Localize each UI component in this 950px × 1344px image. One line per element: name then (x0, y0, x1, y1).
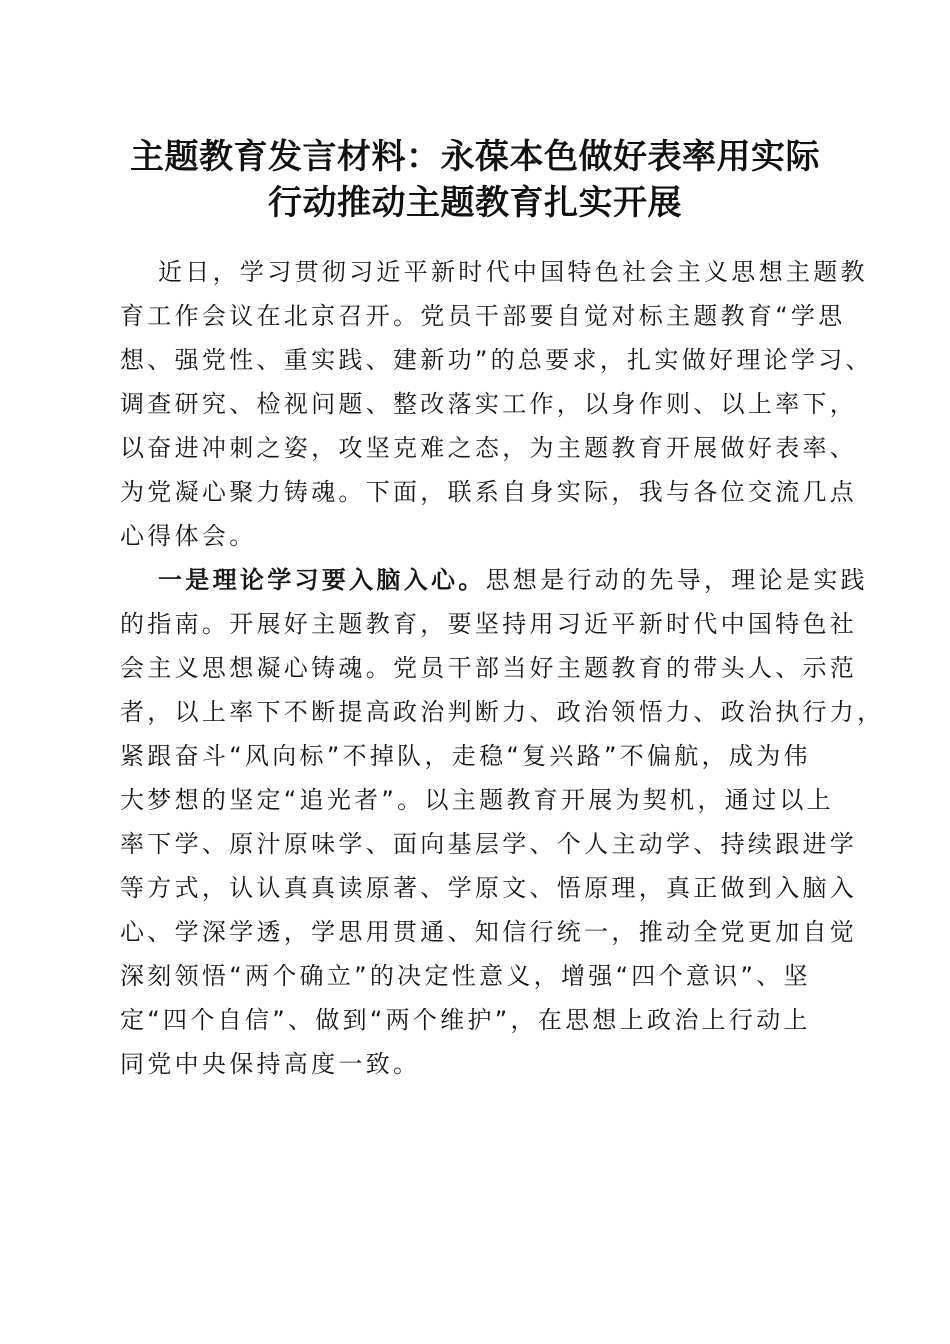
document-title (90, 134, 860, 226)
paragraph-lead-heading: 一是理论学习要入脑入心。 (158, 566, 486, 594)
text-line: 紧跟奋斗“风向标”不掉队，走稳“复兴路”不偏航，成为伟 (120, 742, 811, 770)
text-line: 大梦想的坚定“追光者”。以主题教育开展为契机，通过以上 (120, 786, 834, 814)
text-line: 的指南。开展好主题教育，要坚持用习近平新时代中国特色社 (120, 610, 858, 638)
text-line: 调查研究、检视问题、整改落实工作，以身作则、以上率下， (120, 390, 858, 418)
title-line-2: 行动推动主题教育扎实开展 (268, 183, 682, 223)
text-line: 深刻领悟“两个确立”的决定性意义，增强“四个意识”、坚 (120, 962, 811, 990)
text-line: 想、强党性、重实践、建新功”的总要求，扎实做好理论学习、 (120, 346, 873, 374)
document-body (120, 250, 885, 1086)
text-line: 同党中央保持高度一致。 (120, 1050, 421, 1078)
paragraph-theory-study (120, 558, 885, 1086)
text-line: 以奋进冲刺之姿，攻坚克难之态，为主题教育开展做好表率、 (120, 434, 858, 462)
text-line: 育工作会议在北京召开。党员干部要自觉对标主题教育“学思 (120, 302, 846, 330)
text-line: 者，以上率下不断提高政治判断力、政治领悟力、政治执行力， (120, 698, 885, 726)
paragraph-intro (120, 250, 873, 558)
text-line: 等方式，认认真真读原著、学原文、悟原理，真正做到入脑入 (120, 874, 858, 902)
text-line: 定“四个自信”、做到“两个维护”，在思想上政治上行动上 (120, 1006, 811, 1034)
text-line: 心得体会。 (120, 522, 257, 550)
title-line-1: 主题教育发言材料：永葆本色做好表率用实际 (130, 137, 820, 177)
text-line-rest: 思想是行动的先导，理论是实践 (485, 566, 868, 594)
text-line (120, 558, 868, 602)
text-line: 率下学、原汁原味学、面向基层学、个人主动学、持续跟进学 (120, 830, 858, 858)
text-line: 会主义思想凝心铸魂。党员干部当好主题教育的带头人、示范 (120, 654, 858, 682)
text-line: 为党凝心聚力铸魂。下面，联系自身实际，我与各位交流几点 (120, 478, 858, 506)
text-line: 近日，学习贯彻习近平新时代中国特色社会主义思想主题教 (158, 258, 868, 286)
text-line: 心、学深学透，学思用贯通、知信行统一，推动全党更加自觉 (120, 918, 858, 946)
